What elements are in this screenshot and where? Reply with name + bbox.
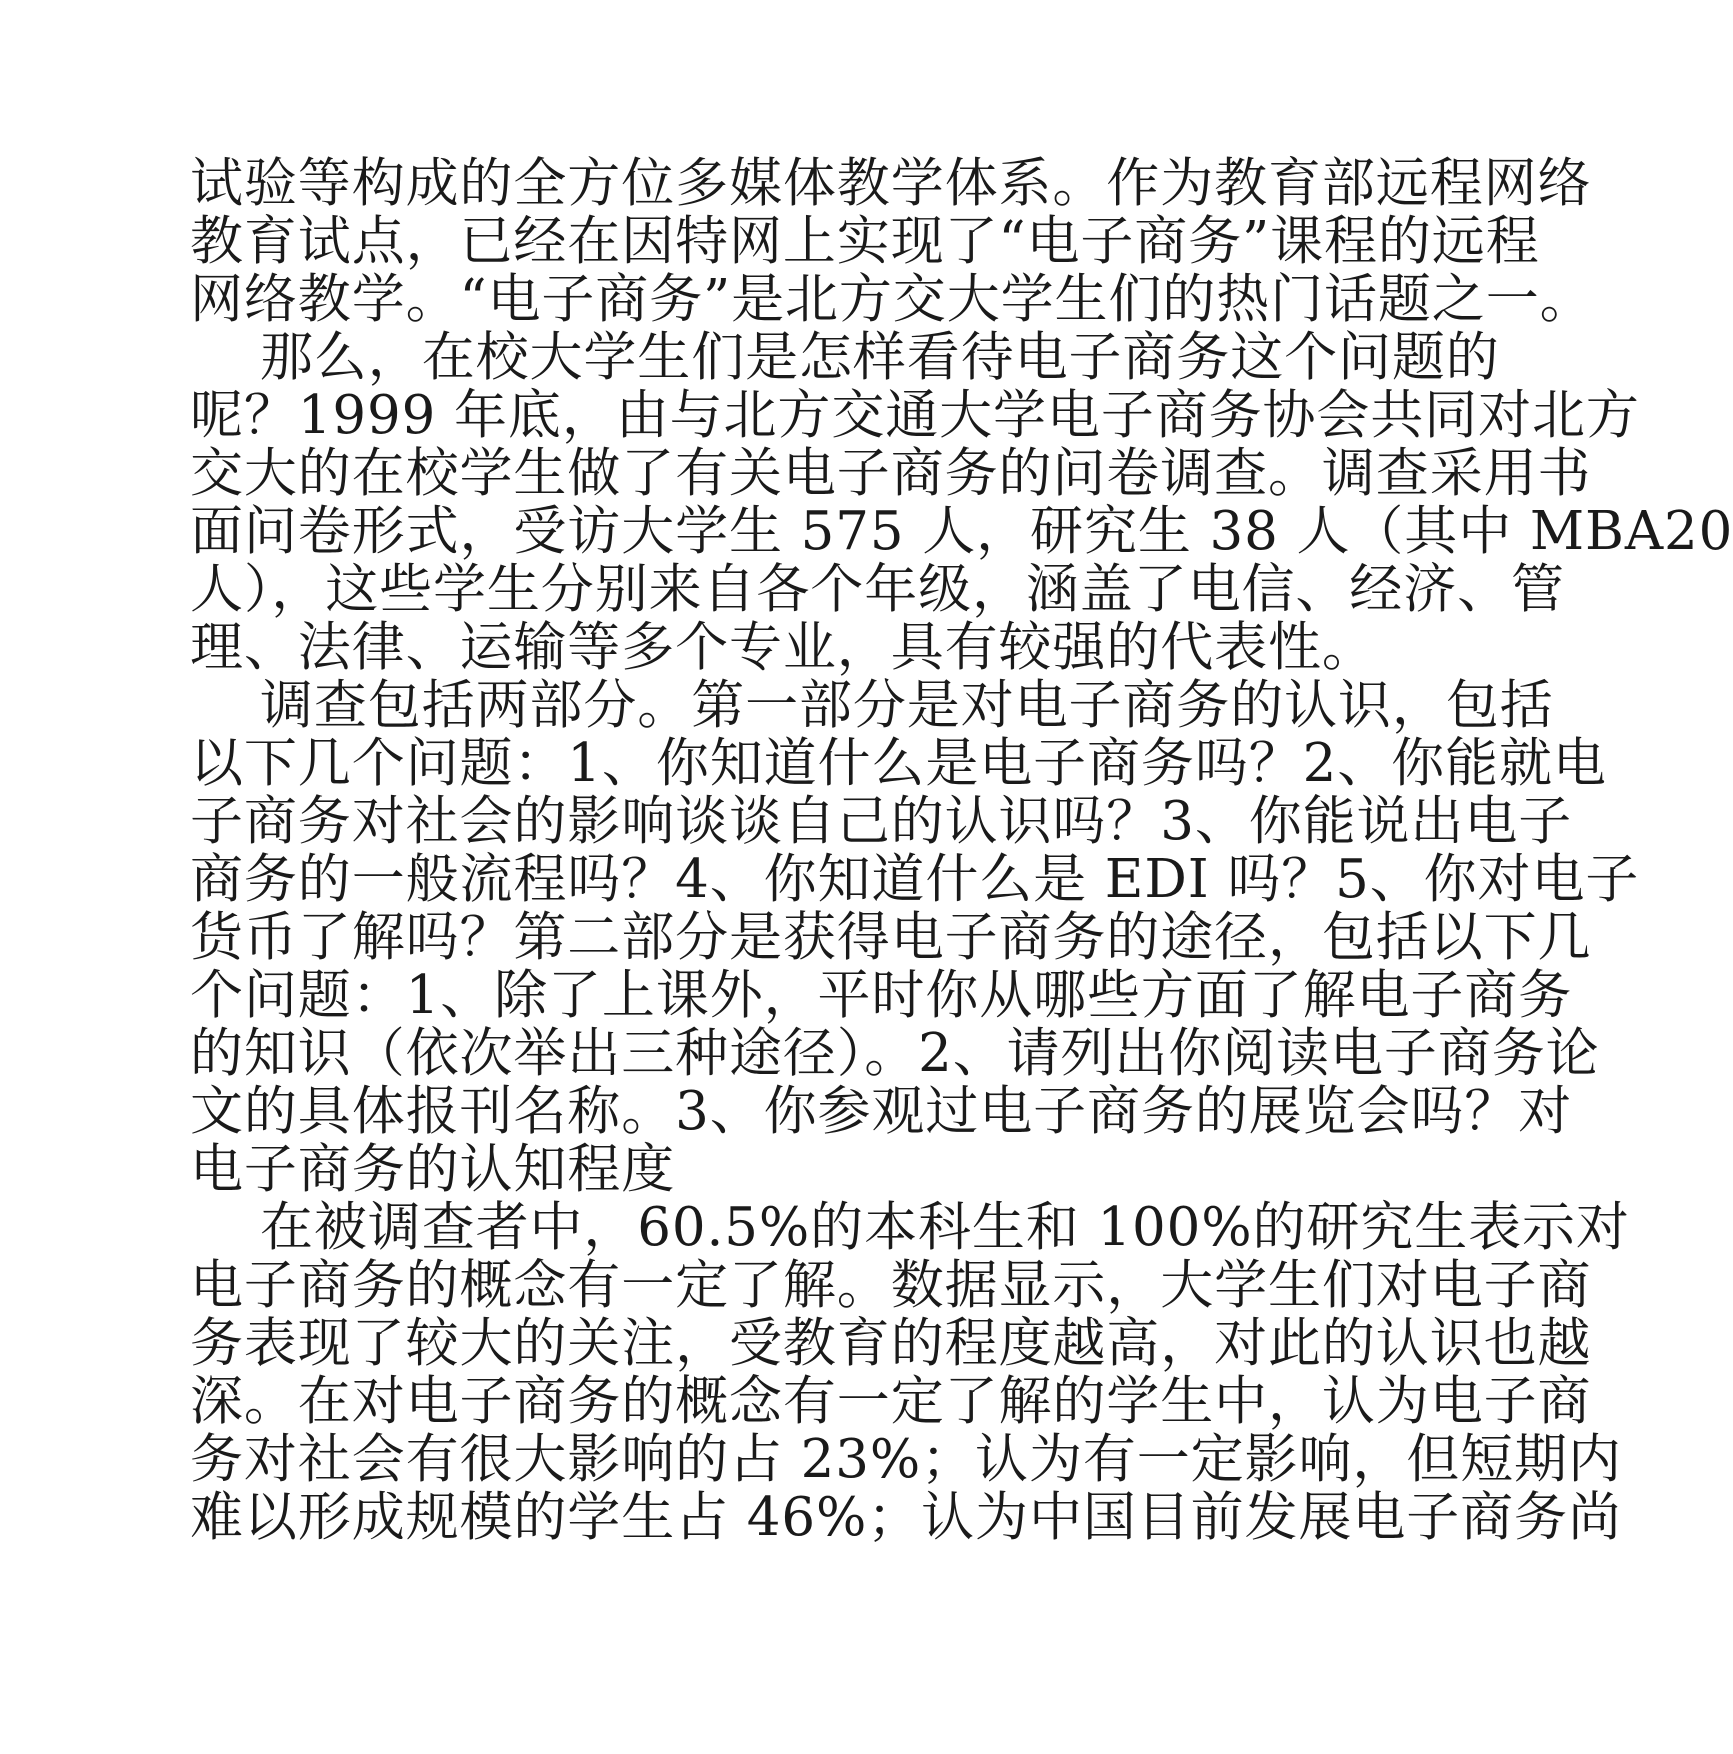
- text-line: 子商务对社会的影响谈谈自己的认识吗？3、你能说出电子: [190, 791, 1573, 852]
- text-line: 文的具体报刊名称。3、你参观过电子商务的展览会吗？对: [190, 1081, 1573, 1142]
- text-line: 呢？1999 年底，由与北方交通大学电子商务协会共同对北方: [190, 385, 1640, 446]
- paragraph-start-line: 那么，在校大学生们是怎样看待电子商务这个问题的: [260, 327, 1500, 388]
- text-line: 网络教学。“电子商务”是北方交大学生们的热门话题之一。: [190, 269, 1594, 330]
- text-line: 货币了解吗？第二部分是获得电子商务的途径，包括以下几: [190, 907, 1592, 968]
- text-line: 务表现了较大的关注，受教育的程度越高，对此的认识也越: [190, 1313, 1592, 1374]
- text-line: 商务的一般流程吗？4、你知道什么是 EDI 吗？5、你对电子: [190, 849, 1640, 910]
- text-line: 人），这些学生分别来自各个年级，涵盖了电信、经济、管: [190, 559, 1565, 620]
- text-line: 电子商务的概念有一定了解。数据显示，大学生们对电子商: [190, 1255, 1592, 1316]
- text-line: 深。在对电子商务的概念有一定了解的学生中，认为电子商: [190, 1371, 1592, 1432]
- text-line: 个问题：1、除了上课外，平时你从哪些方面了解电子商务: [190, 965, 1573, 1026]
- text-line: 理、法律、运输等多个专业，具有较强的代表性。: [190, 617, 1376, 678]
- text-line: 交大的在校学生做了有关电子商务的问卷调查。调查采用书: [190, 443, 1592, 504]
- text-line: 试验等构成的全方位多媒体教学体系。作为教育部远程网络: [190, 153, 1592, 214]
- text-line: 难以形成规模的学生占 46%；认为中国目前发展电子商务尚: [190, 1487, 1622, 1548]
- paragraph-start-line: 在被调查者中，60.5%的本科生和 100%的研究生表示对: [260, 1197, 1630, 1258]
- text-line: 的知识（依次举出三种途径）。2、请列出你阅读电子商务论: [190, 1023, 1600, 1084]
- text-line: 电子商务的认知程度: [190, 1139, 676, 1200]
- text-line: 教育试点，已经在因特网上实现了“电子商务”课程的远程: [190, 211, 1540, 272]
- document-body: [190, 153, 1733, 1548]
- text-line: 面问卷形式，受访大学生 575 人，研究生 38 人（其中 MBA20: [190, 501, 1733, 562]
- text-line: 以下几个问题：1、你知道什么是电子商务吗？2、你能就电: [190, 733, 1607, 794]
- paragraph-start-line: 调查包括两部分。第一部分是对电子商务的认识，包括: [260, 675, 1554, 736]
- text-line: 务对社会有很大影响的占 23%；认为有一定影响，但短期内: [190, 1429, 1622, 1490]
